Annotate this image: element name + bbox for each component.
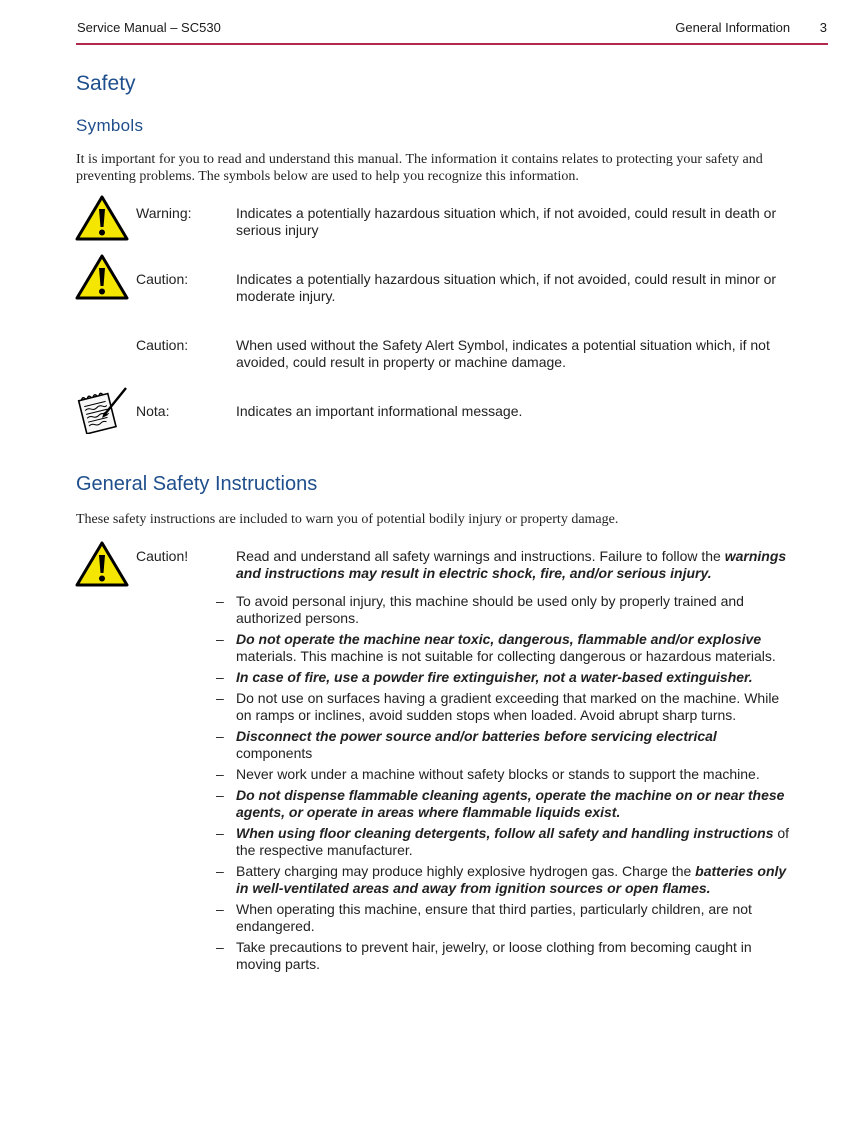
item-bold: Do not operate the machine near toxic, dangerous, flammable and/or explosive xyxy=(236,631,762,647)
list-dash: – xyxy=(216,939,224,955)
list-dash: – xyxy=(216,728,224,744)
list-item xyxy=(216,825,796,859)
symbol-label-nota: Nota: xyxy=(136,403,170,419)
item-bold: In case of fire, use a powder fire extinguisher, not a water-based extinguisher. xyxy=(236,669,753,685)
header-rule xyxy=(76,43,828,45)
symbol-label-caution: Caution: xyxy=(136,271,189,287)
item-plain: of the respective manufacturer. xyxy=(236,825,790,858)
symbol-label-caution-no-icon: Caution: xyxy=(136,337,189,353)
item-plain: materials. This machine is not suitable for collecting dangerous or hazardous materials. xyxy=(236,648,776,664)
symbol-text-caution: Indicates a potentially hazardous situation which, if not avoided, could result in minor or moderate injury. xyxy=(236,271,777,304)
symbols-intro: It is important for you to read and understand this manual. The information it contains relates to protecting your safety and preventing problems. The symbols below are used to help you recognize this information. xyxy=(76,152,763,184)
symbol-text-warning: Indicates a potentially hazardous situation which, if not avoided, could result in death or serious injury xyxy=(236,205,777,238)
item-plain: Battery charging may produce highly explosive hydrogen gas. Charge the xyxy=(236,863,696,879)
symbol-label-warning: Warning: xyxy=(136,205,192,221)
list-dash: – xyxy=(216,669,224,685)
caution-label: Caution! xyxy=(136,548,189,564)
warning-triangle-icon xyxy=(74,540,130,588)
list-item xyxy=(216,631,796,665)
caution-text-plain: Read and understand all safety warnings and instructions. Failure to follow the xyxy=(236,548,721,564)
item-plain: Never work under a machine without safety blocks or stands to support the machine. xyxy=(236,766,760,782)
symbols-heading: Symbols xyxy=(76,116,144,135)
safety-heading: Safety xyxy=(76,72,136,95)
list-item xyxy=(216,863,796,897)
general-safety-intro: These safety instructions are included to warn you of potential bodily injury or property damage. xyxy=(76,512,619,527)
general-safety-heading: General Safety Instructions xyxy=(76,473,318,495)
manual-title: Service Manual – SC530 xyxy=(77,20,221,35)
list-dash: – xyxy=(216,631,224,647)
list-item xyxy=(216,901,796,935)
list-item xyxy=(216,766,796,783)
list-item xyxy=(216,669,796,686)
symbol-text-nota: Indicates an important informational message. xyxy=(236,403,523,419)
list-dash: – xyxy=(216,593,224,609)
item-plain: Take precautions to prevent hair, jewelry, or loose clothing from becoming caught in moving parts. xyxy=(236,939,752,972)
item-bold: Disconnect the power source and/or batteries before servicing electrical xyxy=(236,728,717,744)
list-dash: – xyxy=(216,766,224,782)
section-name: General Information xyxy=(675,20,791,35)
item-plain: When operating this machine, ensure that third parties, particularly children, are not endangered. xyxy=(236,901,752,934)
item-plain: components xyxy=(236,745,313,761)
warning-triangle-icon xyxy=(74,253,130,301)
item-bold-after: batteries only in well-ventilated areas and away from ignition sources or open flames. xyxy=(236,863,787,896)
item-plain: Do not use on surfaces having a gradient exceeding that marked on the machine. While on ramps or inclines, avoid sudden stops when loaded. Avoid abrupt sharp turns. xyxy=(236,690,780,723)
page-header xyxy=(77,20,827,42)
list-dash: – xyxy=(216,825,224,841)
item-plain: To avoid personal injury, this machine should be used only by properly trained and authorized persons. xyxy=(236,593,744,626)
page-number: 3 xyxy=(819,20,827,35)
symbol-text-caution-no-icon: When used without the Safety Alert Symbol, indicates a potential situation which, if not avoided, could result in property or machine damage. xyxy=(236,337,770,370)
warning-triangle-icon xyxy=(74,194,130,242)
header-right xyxy=(675,20,827,35)
list-item xyxy=(216,690,796,724)
item-bold: Do not dispense flammable cleaning agents, operate the machine on or near these agents, or operate in areas where flammable liquids exist. xyxy=(236,787,785,820)
item-bold: When using floor cleaning detergents, follow all safety and handling instructions xyxy=(236,825,774,841)
list-dash: – xyxy=(216,690,224,706)
caution-text xyxy=(236,548,796,582)
list-item xyxy=(216,593,796,627)
caution-text-bold: warnings and instructions may result in electric shock, fire, and/or serious injury. xyxy=(236,548,787,581)
list-dash: – xyxy=(216,901,224,917)
list-dash: – xyxy=(216,787,224,803)
list-item xyxy=(216,939,796,973)
safety-instruction-list xyxy=(216,593,796,977)
list-item xyxy=(216,728,796,762)
list-item xyxy=(216,787,796,821)
notepad-icon xyxy=(75,384,129,434)
list-dash: – xyxy=(216,863,224,879)
